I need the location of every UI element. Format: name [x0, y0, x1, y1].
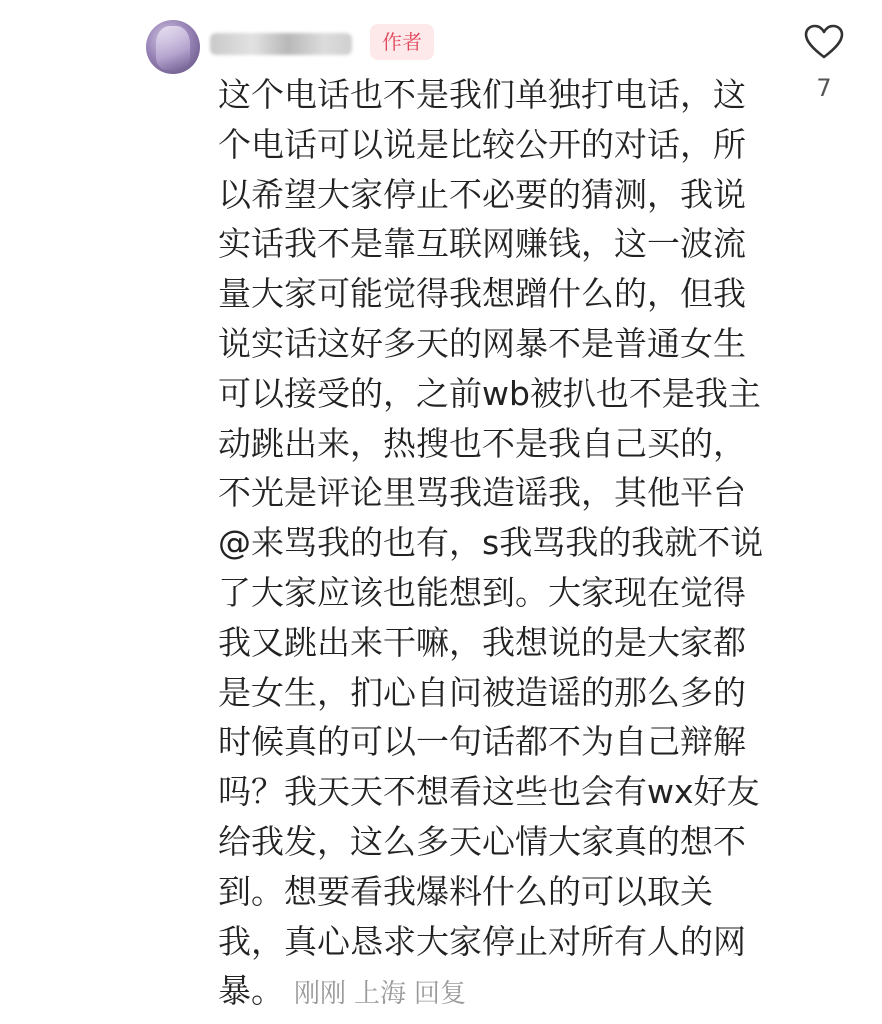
- like-count: 7: [816, 74, 832, 102]
- comment-line: 是女生，扪心自问被造谣的那么多的: [218, 672, 746, 712]
- comment-line: 时候真的可以一句话都不为自己辩解: [218, 722, 746, 762]
- comment-line: 了大家应该也能想到。大家现在觉得: [218, 572, 746, 612]
- comment-line: 不光是评论里骂我造谣我，其他平台: [218, 473, 746, 513]
- comment-location: 上海: [354, 979, 407, 1010]
- comment-line: 说实话这好多天的网暴不是普通女生: [218, 323, 746, 363]
- reply-button[interactable]: 回复: [414, 979, 467, 1010]
- comment-last-line: [218, 966, 778, 1020]
- comment-meta: [294, 979, 466, 1009]
- comment-line: 给我发，这么多天心情大家真的想不: [218, 821, 746, 861]
- username-blurred[interactable]: [210, 33, 352, 55]
- avatar-figure: [156, 26, 190, 70]
- comment-line: 我，真心恳求大家停止对所有人的网: [218, 921, 746, 961]
- comment-line: 以希望大家停止不必要的猜测，我说: [218, 174, 746, 214]
- avatar[interactable]: [146, 20, 200, 74]
- comment-line: 实话我不是靠互联网赚钱，这一波流: [218, 224, 746, 264]
- like-button[interactable]: [800, 24, 848, 102]
- comment-line: 个电话可以说是比较公开的对话，所: [218, 124, 746, 164]
- comment-line: 吗？我天天不想看这些也会有wx好友: [218, 772, 760, 812]
- comment-line: 动跳出来，热搜也不是我自己买的，: [218, 423, 746, 463]
- comment-line: 我又跳出来干嘛，我想说的是大家都: [218, 622, 746, 662]
- heart-icon[interactable]: [804, 24, 844, 60]
- comment-line-text: 暴。: [218, 971, 284, 1011]
- comment-line: 量大家可能觉得我想蹭什么的，但我: [218, 274, 746, 314]
- comment-time: 刚刚: [294, 979, 347, 1010]
- comment-line: 这个电话也不是我们单独打电话，这: [218, 75, 746, 114]
- comment-body[interactable]: [218, 70, 778, 1020]
- comment-line: @来骂我的也有，s我骂我的我就不说: [218, 523, 764, 563]
- comment-line: 可以接受的，之前wb被扒也不是我主: [218, 373, 761, 413]
- comment-line: 到。想要看我爆料什么的可以取关: [218, 871, 713, 911]
- author-badge: 作者: [370, 24, 434, 60]
